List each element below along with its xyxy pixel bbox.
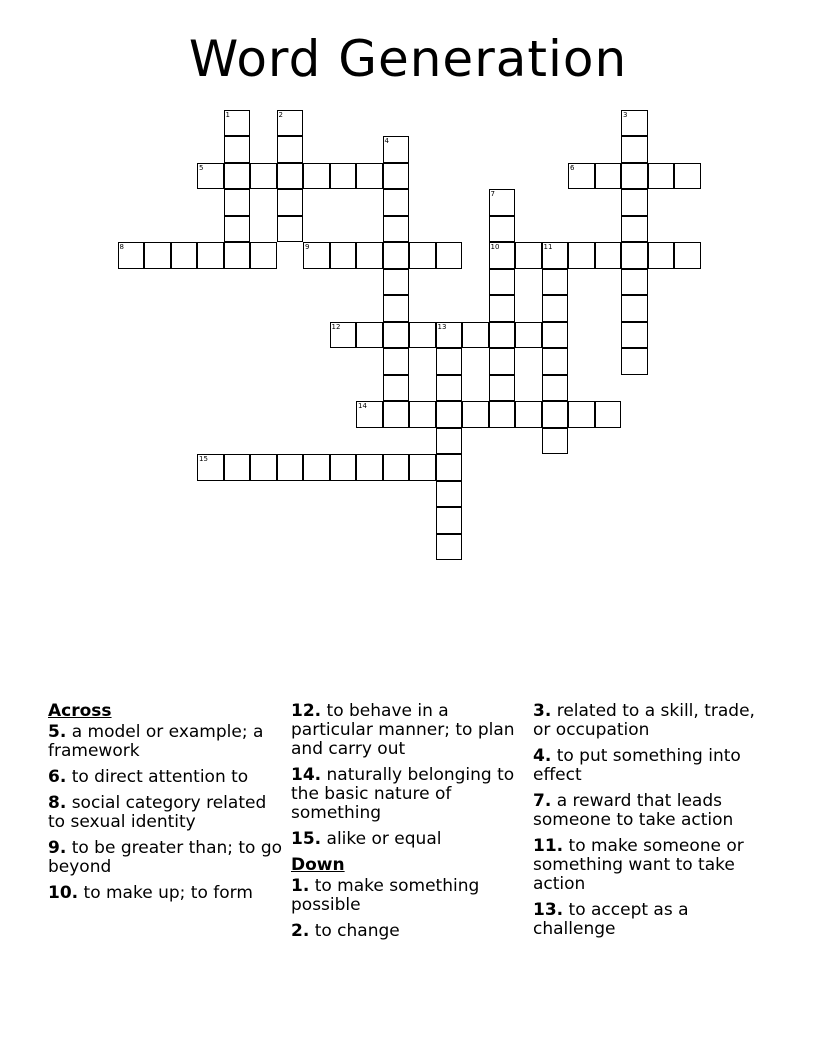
- grid-cell[interactable]: [621, 322, 648, 349]
- clue-text: naturally belonging to the basic nature of something: [291, 765, 515, 823]
- clue-number: 15.: [291, 829, 322, 849]
- grid-cell[interactable]: [383, 322, 410, 349]
- clue-text: to make up; to form: [78, 883, 253, 903]
- clue-text: to make something possible: [291, 876, 480, 915]
- grid-cell[interactable]: [515, 322, 542, 349]
- grid-cell[interactable]: [224, 136, 251, 163]
- clue-item: [48, 839, 283, 877]
- grid-cell[interactable]: [648, 242, 675, 269]
- grid-cell[interactable]: [383, 163, 410, 190]
- down-heading: Down: [291, 855, 345, 875]
- clue-item: [533, 792, 773, 830]
- cell-number: 13: [437, 322, 447, 331]
- cell-number: 1: [225, 110, 230, 119]
- cell-number: 14: [358, 402, 367, 410]
- grid-cell[interactable]: [542, 295, 569, 322]
- grid-cell[interactable]: [277, 189, 304, 216]
- clue-text: to behave in a particular manner; to plan and carry out: [291, 701, 515, 759]
- grid-cell[interactable]: [621, 136, 648, 163]
- grid-cell[interactable]: [277, 216, 304, 243]
- clue-item: [291, 922, 529, 941]
- grid-cell[interactable]: [436, 322, 463, 349]
- grid-cell[interactable]: [436, 348, 463, 375]
- grid-cell[interactable]: [224, 110, 251, 137]
- grid-cell[interactable]: [224, 216, 251, 243]
- clue-number: 11.: [533, 836, 564, 856]
- grid-cell[interactable]: [489, 295, 516, 322]
- grid-cell[interactable]: [489, 269, 516, 296]
- grid-cell[interactable]: [277, 110, 304, 137]
- grid-cell[interactable]: [515, 401, 542, 428]
- cell-number: 4: [384, 137, 389, 145]
- grid-cell[interactable]: [383, 295, 410, 322]
- grid-cell[interactable]: [489, 322, 516, 349]
- clue-item: [291, 766, 529, 823]
- clue-text: to change: [309, 921, 400, 941]
- clue-text: to make someone or something want to take action: [533, 836, 744, 894]
- clue-item: [533, 837, 773, 894]
- clue-item: [291, 702, 529, 759]
- grid-cell[interactable]: [595, 401, 622, 428]
- grid-cell[interactable]: [330, 322, 357, 349]
- grid-cell[interactable]: [144, 242, 171, 269]
- grid-cell[interactable]: [330, 454, 357, 481]
- clue-column-2: [291, 702, 529, 948]
- clue-number: 3.: [533, 701, 552, 721]
- grid-cell[interactable]: [621, 189, 648, 216]
- grid-cell[interactable]: [303, 454, 330, 481]
- grid-cell[interactable]: [436, 454, 463, 481]
- grid-cell[interactable]: [383, 348, 410, 375]
- clue-text: a model or example; a framework: [48, 722, 264, 761]
- grid-cell[interactable]: [383, 216, 410, 243]
- grid-cell[interactable]: [383, 375, 410, 402]
- clue-text: to be greater than; to go beyond: [48, 838, 283, 877]
- grid-cell[interactable]: [436, 507, 463, 534]
- clue-item: [533, 702, 773, 740]
- grid-cell[interactable]: [489, 375, 516, 402]
- grid-cell[interactable]: [224, 189, 251, 216]
- grid-cell[interactable]: [595, 242, 622, 269]
- clue-text: to put something into effect: [533, 746, 741, 785]
- grid-cell[interactable]: [542, 348, 569, 375]
- cell-number: 2: [278, 110, 283, 119]
- clue-item: [291, 830, 529, 849]
- grid-cell[interactable]: [462, 322, 489, 349]
- grid-cell[interactable]: [250, 242, 277, 269]
- clue-text: alike or equal: [321, 829, 442, 849]
- clue-number: 1.: [291, 876, 310, 896]
- grid-cell[interactable]: [568, 401, 595, 428]
- grid-cell[interactable]: [542, 401, 569, 428]
- clue-text: social category related to sexual identity: [48, 793, 267, 832]
- across-clues-list-1: [48, 723, 283, 903]
- grid-cell[interactable]: [489, 216, 516, 243]
- grid-cell[interactable]: [621, 348, 648, 375]
- grid-cell[interactable]: [330, 242, 357, 269]
- grid-cell[interactable]: [356, 454, 383, 481]
- grid-cell[interactable]: [383, 136, 410, 163]
- cell-number: 5: [199, 163, 204, 172]
- cell-number: 3: [623, 110, 628, 119]
- clue-number: 9.: [48, 838, 67, 858]
- clue-number: 7.: [533, 791, 552, 811]
- grid-cell[interactable]: [277, 163, 304, 190]
- grid-cell[interactable]: [383, 454, 410, 481]
- clue-number: 5.: [48, 722, 67, 742]
- grid-cell[interactable]: [462, 401, 489, 428]
- grid-cell[interactable]: [356, 322, 383, 349]
- grid-cell[interactable]: [224, 163, 251, 190]
- cell-number: 15: [199, 455, 208, 463]
- grid-cell[interactable]: [197, 454, 224, 481]
- grid-cell[interactable]: [489, 401, 516, 428]
- grid-cell[interactable]: [383, 189, 410, 216]
- cell-number: 8: [119, 243, 124, 251]
- grid-cell[interactable]: [224, 242, 251, 269]
- across-heading: Across: [48, 701, 112, 721]
- clue-number: 8.: [48, 793, 67, 813]
- grid-cell[interactable]: [277, 454, 304, 481]
- grid-cell[interactable]: [542, 242, 569, 269]
- grid-cell[interactable]: [409, 242, 436, 269]
- clue-item: [48, 768, 283, 787]
- grid-cell[interactable]: [621, 295, 648, 322]
- grid-cell[interactable]: [621, 216, 648, 243]
- clue-item: [48, 723, 283, 761]
- grid-cell[interactable]: [250, 163, 277, 190]
- grid-cell[interactable]: [436, 481, 463, 508]
- grid-cell[interactable]: [118, 242, 145, 269]
- clue-text: to accept as a challenge: [533, 900, 689, 939]
- grid-cell[interactable]: [436, 428, 463, 455]
- grid-cell[interactable]: [303, 163, 330, 190]
- grid-cell[interactable]: [356, 242, 383, 269]
- grid-cell[interactable]: [595, 163, 622, 190]
- clue-item: [48, 794, 283, 832]
- grid-cell[interactable]: [436, 401, 463, 428]
- clue-text: to direct attention to: [66, 767, 249, 787]
- grid-cell[interactable]: [621, 163, 648, 190]
- clue-item: [291, 877, 529, 915]
- clue-number: 4.: [533, 746, 552, 766]
- cell-number: 9: [305, 243, 310, 251]
- cell-number: 7: [490, 190, 495, 198]
- grid-cell[interactable]: [224, 454, 251, 481]
- grid-cell[interactable]: [356, 401, 383, 428]
- cell-number: 10: [490, 243, 500, 251]
- grid-cell[interactable]: [621, 269, 648, 296]
- clue-number: 10.: [48, 883, 79, 903]
- puzzle-title: Word Generation: [188, 30, 628, 88]
- grid-cell[interactable]: [489, 242, 516, 269]
- grid-cell[interactable]: [197, 242, 224, 269]
- down-clues-list-2: [533, 702, 773, 939]
- grid-cell[interactable]: [356, 163, 383, 190]
- clue-text: related to a skill, trade, or occupation: [533, 701, 755, 740]
- clue-item: [533, 747, 773, 785]
- grid-cell[interactable]: [542, 269, 569, 296]
- grid-cell[interactable]: [436, 534, 463, 561]
- clue-item: [48, 884, 283, 903]
- clue-number: 13.: [533, 900, 564, 920]
- clue-number: 2.: [291, 921, 310, 941]
- grid-cell[interactable]: [250, 454, 277, 481]
- clue-number: 14.: [291, 765, 322, 785]
- grid-cell[interactable]: [277, 136, 304, 163]
- clue-text: a reward that leads someone to take action: [533, 791, 734, 830]
- grid-cell[interactable]: [542, 428, 569, 455]
- grid-cell[interactable]: [568, 242, 595, 269]
- grid-cell[interactable]: [515, 242, 542, 269]
- grid-cell[interactable]: [542, 375, 569, 402]
- grid-cell[interactable]: [568, 163, 595, 190]
- grid-cell[interactable]: [674, 242, 701, 269]
- cell-number: 12: [331, 322, 341, 331]
- grid-cell[interactable]: [383, 401, 410, 428]
- grid-cell[interactable]: [436, 242, 463, 269]
- across-clues-list-2: [291, 702, 529, 849]
- grid-cell[interactable]: [489, 348, 516, 375]
- grid-cell[interactable]: [621, 110, 648, 137]
- grid-cell[interactable]: [171, 242, 198, 269]
- clue-column-3: [533, 702, 773, 946]
- clue-column-1: [48, 702, 283, 910]
- grid-cell[interactable]: [197, 163, 224, 190]
- clue-number: 6.: [48, 767, 67, 787]
- grid-cell[interactable]: [674, 163, 701, 190]
- cell-number: 6: [570, 163, 575, 172]
- grid-cell[interactable]: [436, 375, 463, 402]
- down-clues-list-1: [291, 877, 529, 941]
- clue-item: [533, 901, 773, 939]
- cell-number: 11: [543, 243, 553, 251]
- grid-cell[interactable]: [409, 454, 436, 481]
- clue-number: 12.: [291, 701, 322, 721]
- grid-cell[interactable]: [409, 322, 436, 349]
- grid-cell[interactable]: [489, 189, 516, 216]
- grid-cell[interactable]: [383, 242, 410, 269]
- grid-cell[interactable]: [303, 242, 330, 269]
- grid-cell[interactable]: [383, 269, 410, 296]
- grid-cell[interactable]: [330, 163, 357, 190]
- grid-cell[interactable]: [542, 322, 569, 349]
- grid-cell[interactable]: [409, 401, 436, 428]
- grid-cell[interactable]: [648, 163, 675, 190]
- grid-cell[interactable]: [621, 242, 648, 269]
